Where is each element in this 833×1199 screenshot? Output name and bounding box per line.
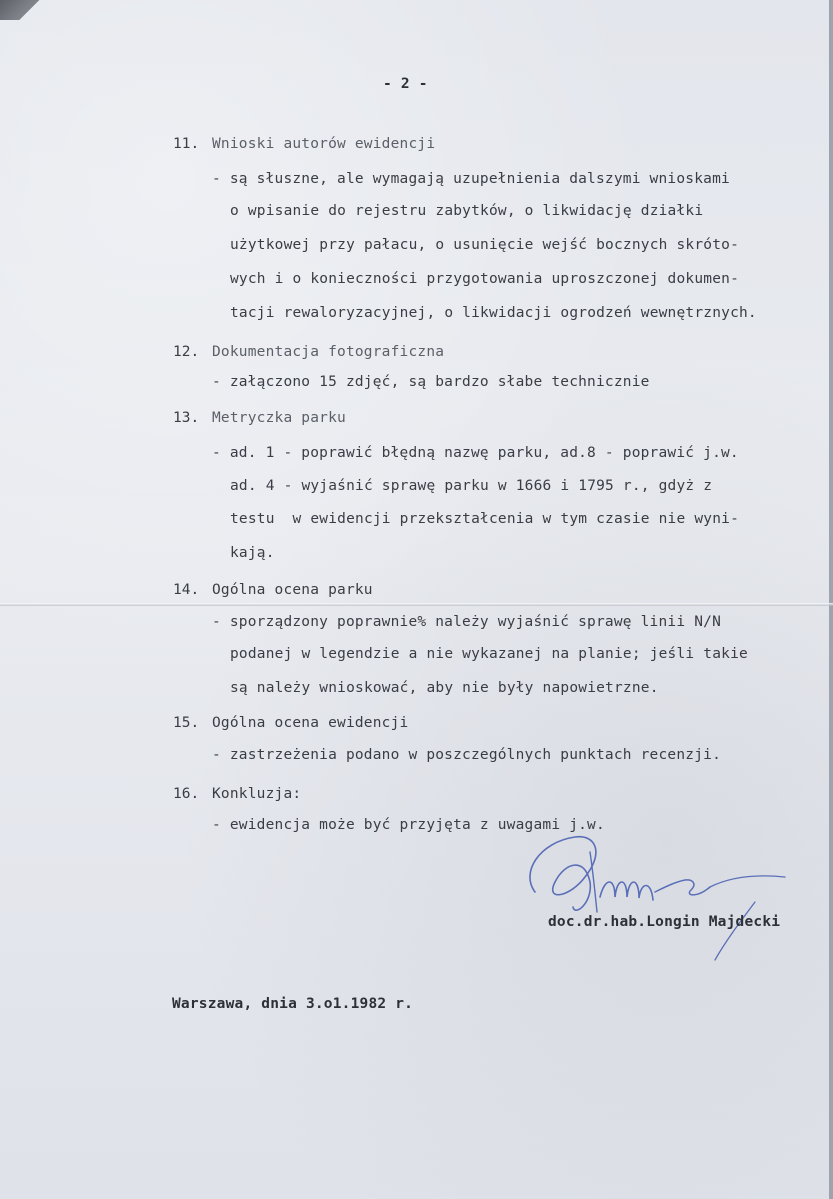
- signatory-name: doc.dr.hab.Longin Majdecki: [548, 914, 781, 930]
- page-edge: [829, 0, 833, 1199]
- section-11-title: Wnioski autorów ewidencji: [212, 136, 436, 152]
- section-13-line-2: ad. 4 - wyjaśnić sprawę parku w 1666 i 1795 r., gdyż z: [230, 478, 713, 494]
- page-number: - 2 -: [383, 76, 428, 92]
- section-13-title: Metryczka parku: [212, 410, 346, 426]
- section-11-line-2: o wpisanie do rejestru zabytków, o likwidację działki: [230, 203, 704, 219]
- section-15-line-1: - zastrzeżenia podano w poszczególnych punktach recenzji.: [212, 747, 721, 763]
- section-14-line-3: są należy wnioskować, aby nie były napowietrzne.: [230, 680, 659, 696]
- torn-corner: [0, 0, 45, 20]
- section-12-number: 12.: [173, 344, 200, 360]
- section-12-title: Dokumentacja fotograficzna: [212, 344, 445, 360]
- section-16-line-1: - ewidencja może być przyjęta z uwagami j.w.: [212, 817, 605, 833]
- section-13-line-4: kają.: [230, 545, 275, 561]
- handwritten-signature: [515, 822, 795, 962]
- section-11-number: 11.: [173, 136, 200, 152]
- place-and-date: Warszawa, dnia 3.o1.1982 r.: [172, 996, 414, 1012]
- section-13-number: 13.: [173, 410, 200, 426]
- section-16-number: 16.: [173, 786, 200, 802]
- section-11-line-4: wych i o konieczności przygotowania uproszczonej dokumen-: [230, 271, 739, 287]
- section-13-line-3: testu w ewidencji przekształcenia w tym czasie nie wyni-: [230, 511, 739, 527]
- section-14-title: Ogólna ocena parku: [212, 582, 373, 598]
- section-14-number: 14.: [173, 582, 200, 598]
- section-11-line-5: tacji rewaloryzacyjnej, o likwidacji ogrodzeń wewnętrznych.: [230, 305, 757, 321]
- section-15-title: Ogólna ocena ewidencji: [212, 715, 409, 731]
- section-11-line-3: użytkowej przy pałacu, o usunięcie wejść bocznych skróto-: [230, 237, 739, 253]
- paper-fold: [0, 603, 833, 606]
- section-11-line-1: - są słuszne, ale wymagają uzupełnienia dalszymi wnioskami: [212, 171, 730, 187]
- section-13-line-1: - ad. 1 - poprawić błędną nazwę parku, ad.8 - poprawić j.w.: [212, 445, 739, 461]
- section-16-title: Konkluzja:: [212, 786, 302, 802]
- section-12-line-1: - załączono 15 zdjęć, są bardzo słabe technicznie: [212, 374, 650, 390]
- section-15-number: 15.: [173, 715, 200, 731]
- section-14-line-1: - sporządzony poprawnie% należy wyjaśnić sprawę linii N/N: [212, 614, 721, 630]
- section-14-line-2: podanej w legendzie a nie wykazanej na planie; jeśli takie: [230, 646, 748, 662]
